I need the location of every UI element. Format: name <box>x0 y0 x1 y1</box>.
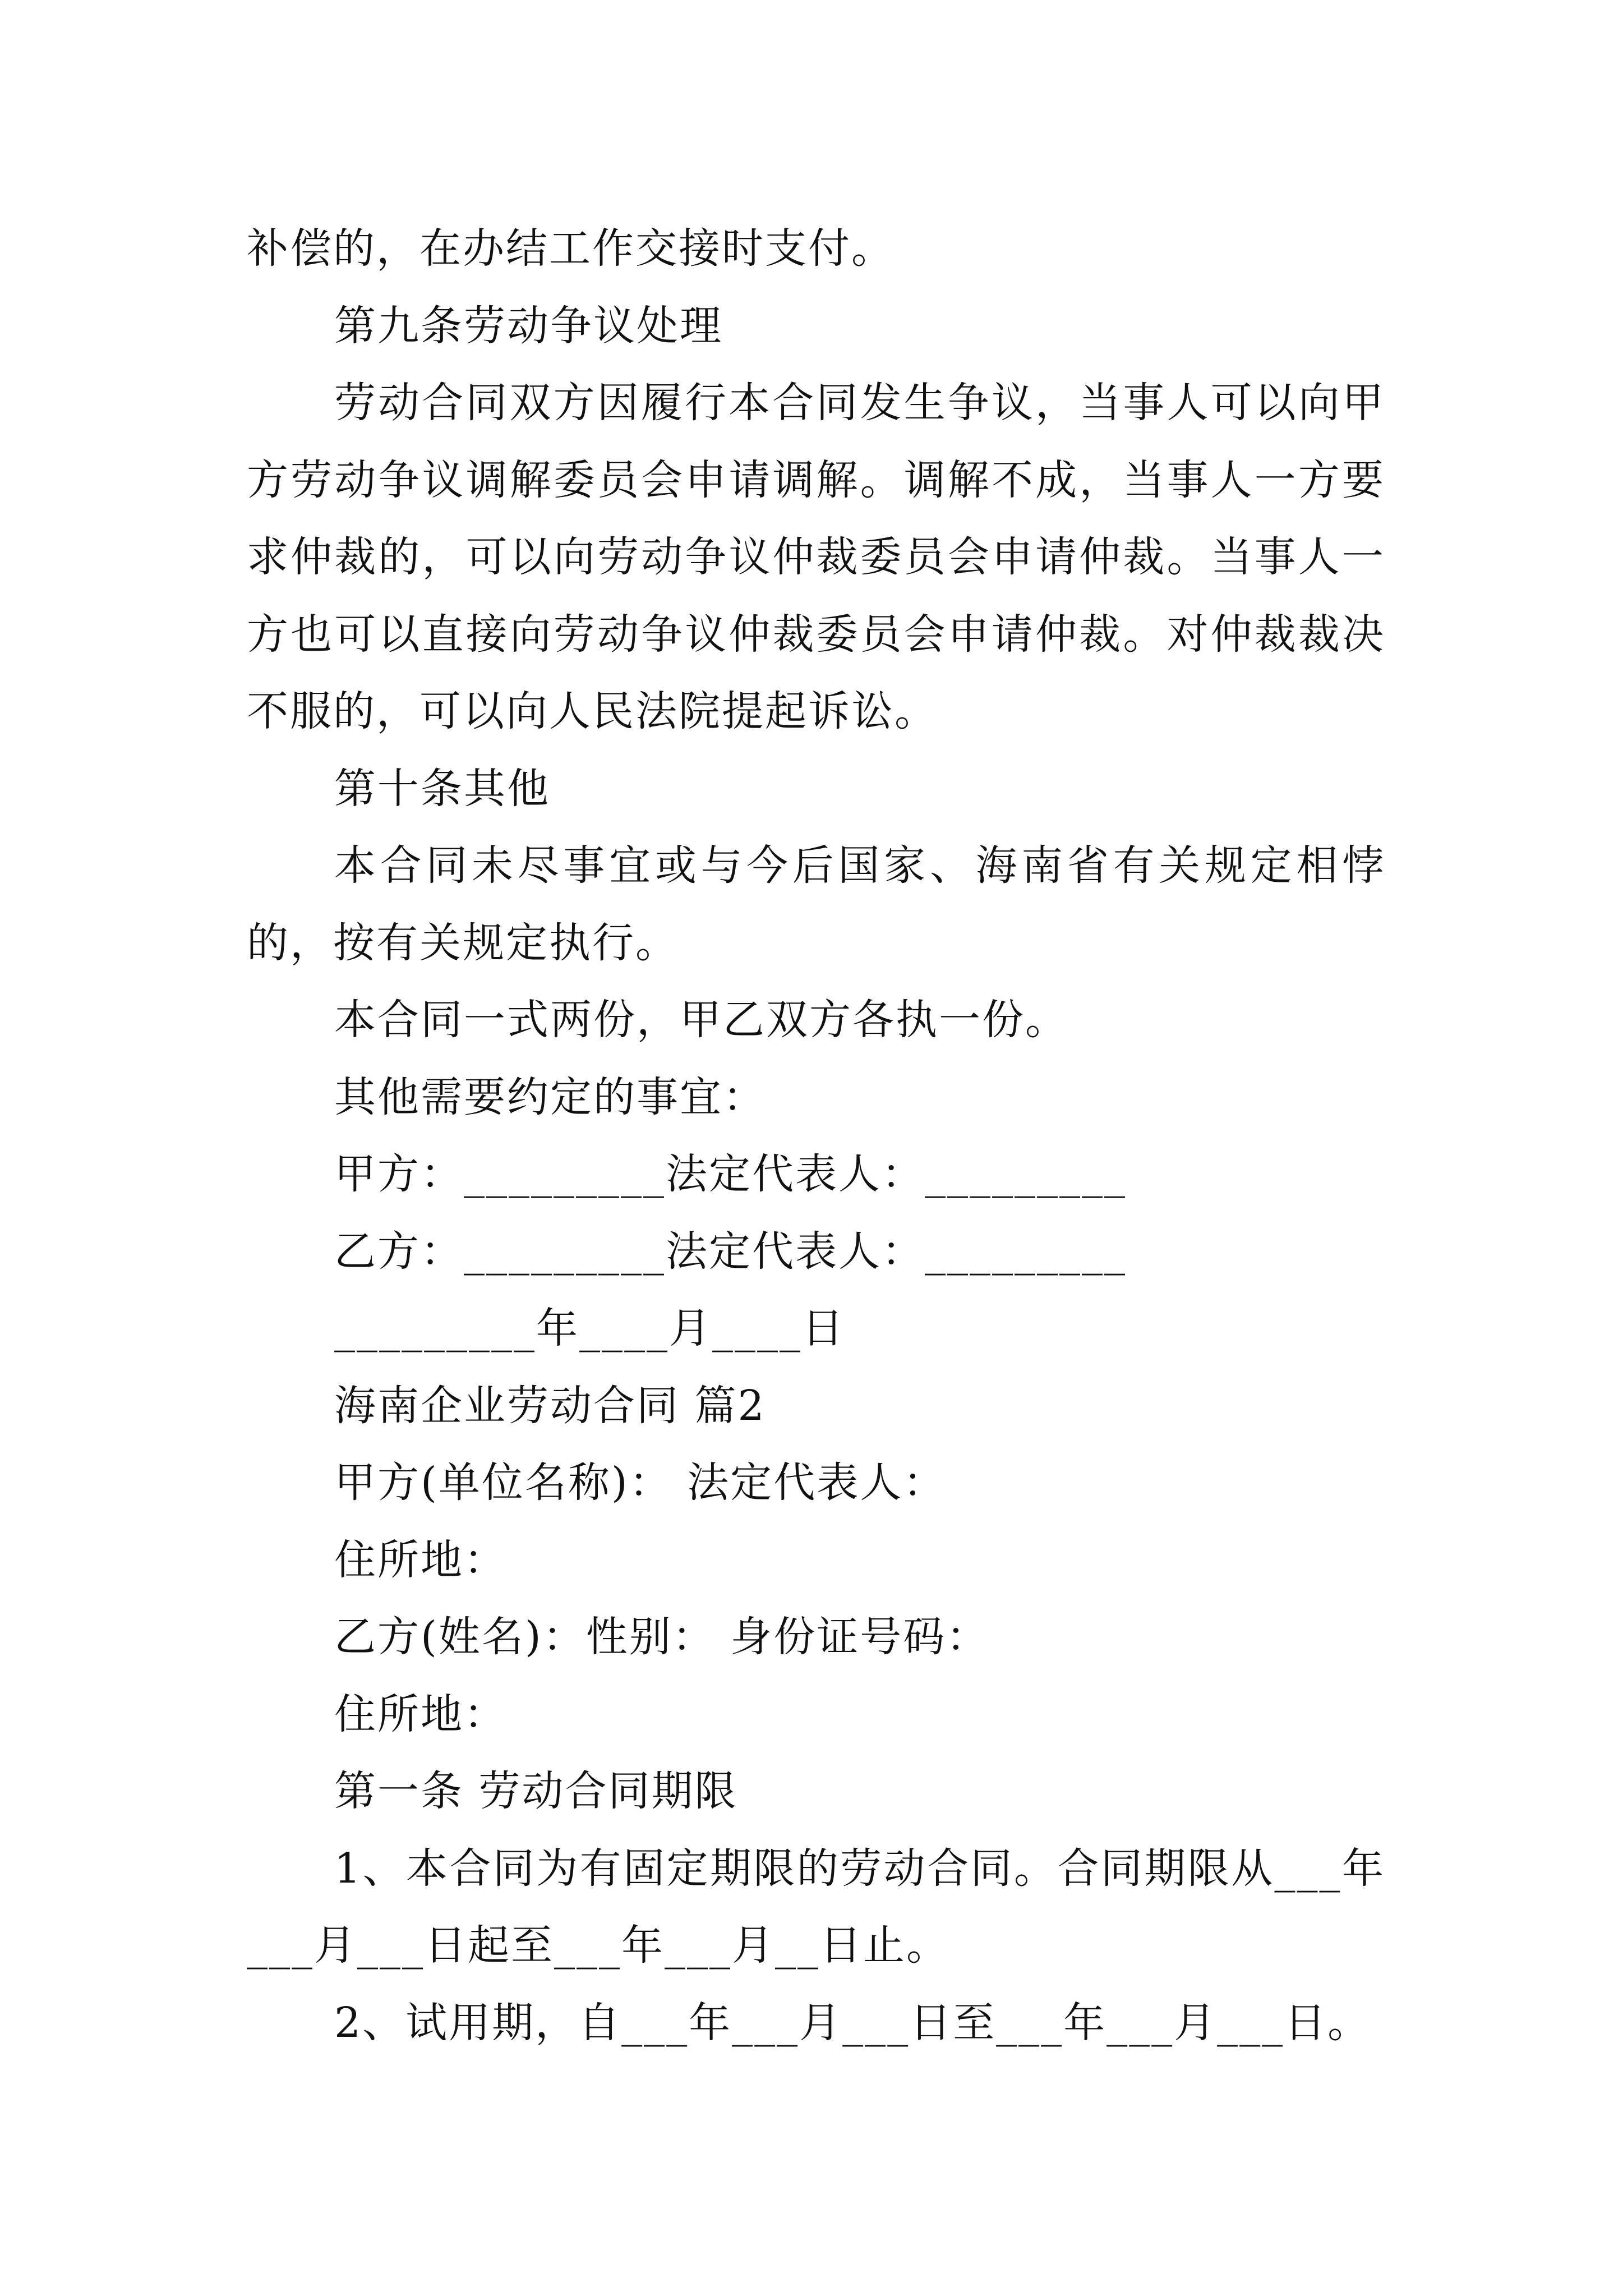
paragraph-contract-term: 1、本合同为有固定期限的劳动合同。合同期限从___年___月___日起至___年___月__日止。 <box>247 1844 1385 1970</box>
paragraph-copies: 本合同一式两份，甲乙双方各执一份。 <box>334 996 1068 1044</box>
paragraph-probation: 2、试用期，自___年___月___日至___年___月___日。 <box>334 1998 1371 2047</box>
party-b-info: 乙方(姓名)：性别： 身份证号码： <box>334 1613 990 1661</box>
signature-line-party-a: 甲方：_________法定代表人：_________ <box>334 1150 1127 1198</box>
heading-article-10: 第十条其他 <box>334 764 550 813</box>
date-line: _________年____月____日 <box>334 1304 845 1352</box>
document-body <box>247 210 1385 2062</box>
paragraph-other-matters: 其他需要约定的事宜： <box>334 1073 766 1121</box>
party-a-address: 住所地： <box>334 1535 507 1584</box>
heading-article-1: 第一条 劳动合同期限 <box>334 1767 738 1815</box>
paragraph-dispute-resolution: 劳动合同双方因履行本合同发生争议，当事人可以向甲方劳动争议调解委员会申请调解。调解不成，当事人一方要求仲裁的，可以向劳动争议仲裁委员会申请仲裁。当事人一方也可以直接向劳动争议仲裁委员会申请仲裁。对仲裁裁决不服的，可以向人民法院提起诉讼。 <box>247 379 1385 735</box>
section-title-part-2: 海南企业劳动合同 篇2 <box>334 1381 766 1430</box>
signature-line-party-b: 乙方：_________法定代表人：_________ <box>334 1227 1127 1276</box>
paragraph-other-provisions: 本合同未尽事宜或与今后国家、海南省有关规定相悖的，按有关规定执行。 <box>247 841 1385 967</box>
party-a-info: 甲方(单位名称)： 法定代表人： <box>334 1458 947 1507</box>
paragraph-compensation-tail: 补偿的，在办结工作交接时支付。 <box>247 224 895 273</box>
heading-article-9: 第九条劳动争议处理 <box>334 301 723 350</box>
party-b-address: 住所地： <box>334 1690 507 1738</box>
